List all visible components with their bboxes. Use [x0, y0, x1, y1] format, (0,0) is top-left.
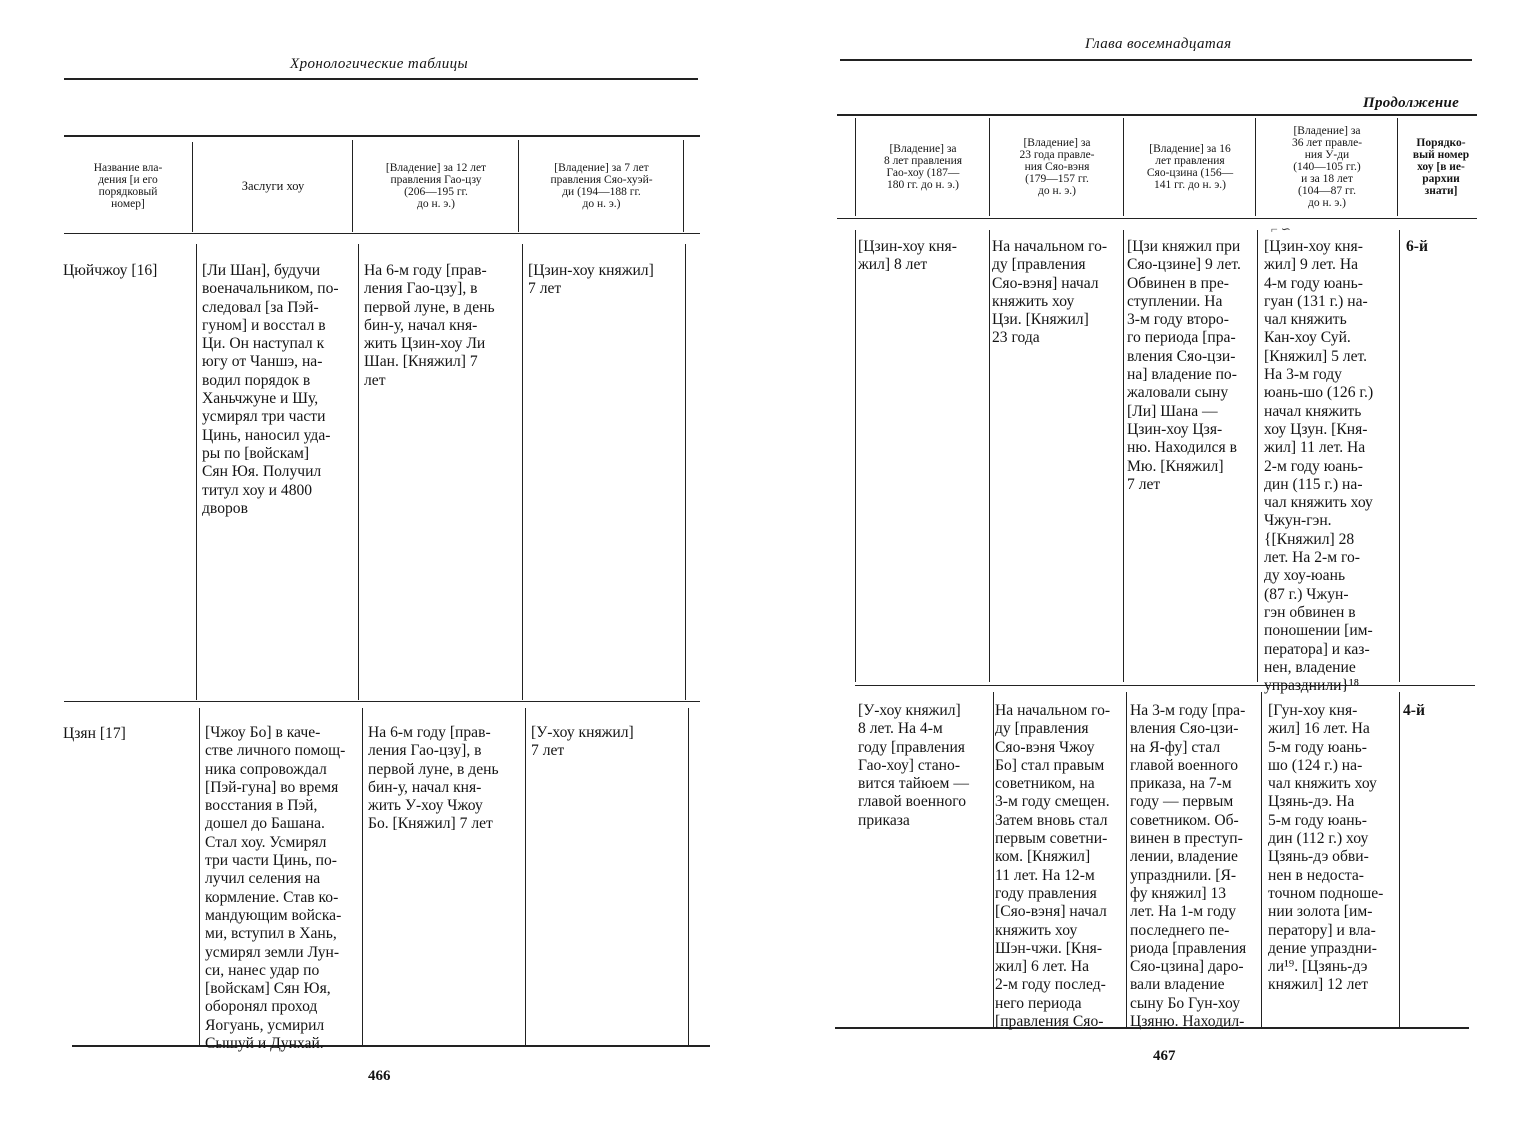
r1-gaohou: [Цзин-хоу кня- жил] 8 лет — [858, 238, 957, 274]
running-head: Глава восемнадцатая — [1085, 36, 1232, 52]
header-rule — [64, 78, 698, 80]
row2-merits: [Чжоу Бо] в каче- стве личного помощ- ника сопровождал [Пэй-гуна] во время восстания в Пэй, дошел до Башана. Стал хоу. Усмирял три части Цинь, по- лучил селения на кормление. Став ко- мандующим войска- ми, вступил в Хань, усмирял земли Лун- си, нанес удар по [войскам] Сян Юя, оборонял проход Яогуань, усмирил Сышуй и Дунхай. — [205, 724, 346, 1053]
col-divider — [855, 230, 856, 682]
col-header-merits-label: Заслуги хоу — [241, 179, 305, 193]
r2-wudi: [Гун-хоу кня- жил] 16 лет. На 5-м году юань- шо (124 г.) на- чал княжить хоу Цзянь-дэ. На 5-м году юань- дин (112 г.) хоу Цзянь-дэ обви- нен в недоста- точном подноше- нии золота [им- ператору] и вла- дение упраздни- ли¹⁹. [Цзянь-дэ княжил] 12 лет — [1268, 702, 1384, 994]
col-header-rank: Порядко- вый номер хоу [в ие- рархии знати] — [1412, 137, 1470, 197]
table-top-rule — [64, 135, 700, 137]
col-header-gaohou: [Владение] за 8 лет правления Гао-хоу (187— 180 гг. до н. э.) — [883, 143, 963, 191]
row1-gaozu: На 6-м году [прав- ления Гао-цзу], в первой луне, в день бин-у, начал кня- жить Цзин-хоу Ли Шан. [Княжил] 7 лет — [364, 262, 495, 389]
table-head-rule — [837, 218, 1477, 219]
col-header-gaozu: [Владение] за 12 лет правления Гао-цзу (206—195 гг. до н. э.) — [385, 162, 487, 210]
r2-gaohou: [У-хоу княжил] 8 лет. На 4-м году [правления Гао-хоу] стано- вится тайюем — главой военного приказа — [858, 702, 969, 829]
r1-wudi: [Цзин-хоу кня- жил] 9 лет. На 4-м году юань- гуан (131 г.) на- чал княжить Кан-хоу Суй. [Княжил] 5 лет. На 3-м году юань-шо (126 г.) начал княжить хоу Цзун. [Кня- жил] 11 лет. На 2-м году юань- дин (115 г.) на- чал княжить хоу Чжун-гэн. {[Княжил] 28 лет. На 2-м го- ду хоу-юань (87 г.) Чжун- гэн обвинен в поношении [им- ператора] и каз- нен, владение упразднили}¹⁸ — [1264, 238, 1374, 695]
header-rule — [840, 59, 1472, 61]
col-divider — [683, 140, 684, 232]
ink-mark-icon: ⌐ ∽ — [1271, 222, 1291, 236]
r1-wen: На начальном го- ду [правления Сяо-вэня] начал княжить хоу Цзи. [Княжил] 23 года — [992, 238, 1108, 347]
col-header-jing: [Владение] за 16 лет правления Сяо-цзина (156— 141 гг. до н. э.) — [1146, 143, 1234, 191]
row2-name: Цзян [17] — [63, 725, 126, 742]
row2-huidi: [У-хоу княжил] 7 лет — [531, 724, 634, 760]
page-number: 466 — [368, 1068, 391, 1084]
r1-jing: [Цзи княжил при Сяо-цзине] 9 лет. Обвинен в пре- ступлении. На 3-м году второ- го периода [пра- вления Сяо-цзи- на] владение по- жаловали сыну [Ли] Шана — Цзин-хоу Цзя- ню. Находился в Мю. [Княжил] 7 лет — [1127, 238, 1241, 493]
col-header-wen: [Владение] за 23 года правле- ния Сяо-вэня (179—157 гг. до н. э.) — [1019, 137, 1095, 197]
r2-jing: На 3-м году [пра- вления Сяо-цзи- на Я-фу] стал главой военного приказа, на 7-м году — первым советником. Об- винен в преступ- лении, владение упразднили. [Я- фу княжил] 13 лет. На 1-м году последнего пе- риода [правления Сяо-цзина] даро- вали владение сыну Бо Гун-хоу Цзяню. Находил- — [1130, 702, 1247, 1031]
r1-rank: 6-й — [1406, 238, 1428, 255]
continuation-label: Продолжение — [1363, 95, 1460, 111]
table-bottom-rule — [72, 1045, 710, 1047]
table-top-rule — [837, 114, 1477, 116]
row1-huidi: [Цзин-хоу княжил] 7 лет — [528, 262, 654, 298]
running-head: Хронологические таблицы — [290, 56, 469, 72]
row-separator — [64, 701, 700, 702]
page-number: 467 — [1153, 1048, 1176, 1064]
row1-merits: [Ли Шан], будучи военачальником, по- следовал [за Пэй- гуном] и восстал в Ци. Он наступал к югу от Чаншэ, на- водил порядок в Ханьчжуне и Шу, усмирял три части Цинь, наносил уда- ры по [войскам] Сян Юя. Получил титул хоу и 4800 дворов — [202, 262, 339, 517]
right-page — [765, 0, 1530, 1148]
col-header-merits — [194, 140, 352, 232]
col-divider — [685, 244, 686, 700]
r2-wen: На начальном го- ду [правления Сяо-вэня Чжоу Бо] стал правым советником, на 3-м году смещен. Затем вновь стал первым советни- ком. [Княжил] 11 лет. На 12-м году правления [Сяо-вэня] начал княжить хоу Шэн-чжи. [Кня- жил] 6 лет. На 2-м году послед- него периода [правления Сяо- — [995, 702, 1111, 1031]
r2-rank: 4-й — [1403, 702, 1425, 719]
table-head-rule — [64, 233, 700, 234]
row1-name: Цюйчжоу [16] — [63, 262, 158, 279]
col-header-huidi: [Владение] за 7 лет правления Сяо-хуэй- ди (194—188 гг. до н. э.) — [550, 162, 653, 210]
col-header-name: Название вла- дения [и его порядковый номер] — [93, 162, 163, 210]
row2-gaozu: На 6-м году [прав- ления Гао-цзу], в первой луне, в день бин-у, начал кня- жить У-хоу Чжоу Бо. [Княжил] 7 лет — [368, 724, 499, 833]
col-header-wudi: [Владение] за 36 лет правле- ния У-ди (140—105 гг.) и за 18 лет (104—87 гг. до н. э.) — [1291, 125, 1363, 209]
